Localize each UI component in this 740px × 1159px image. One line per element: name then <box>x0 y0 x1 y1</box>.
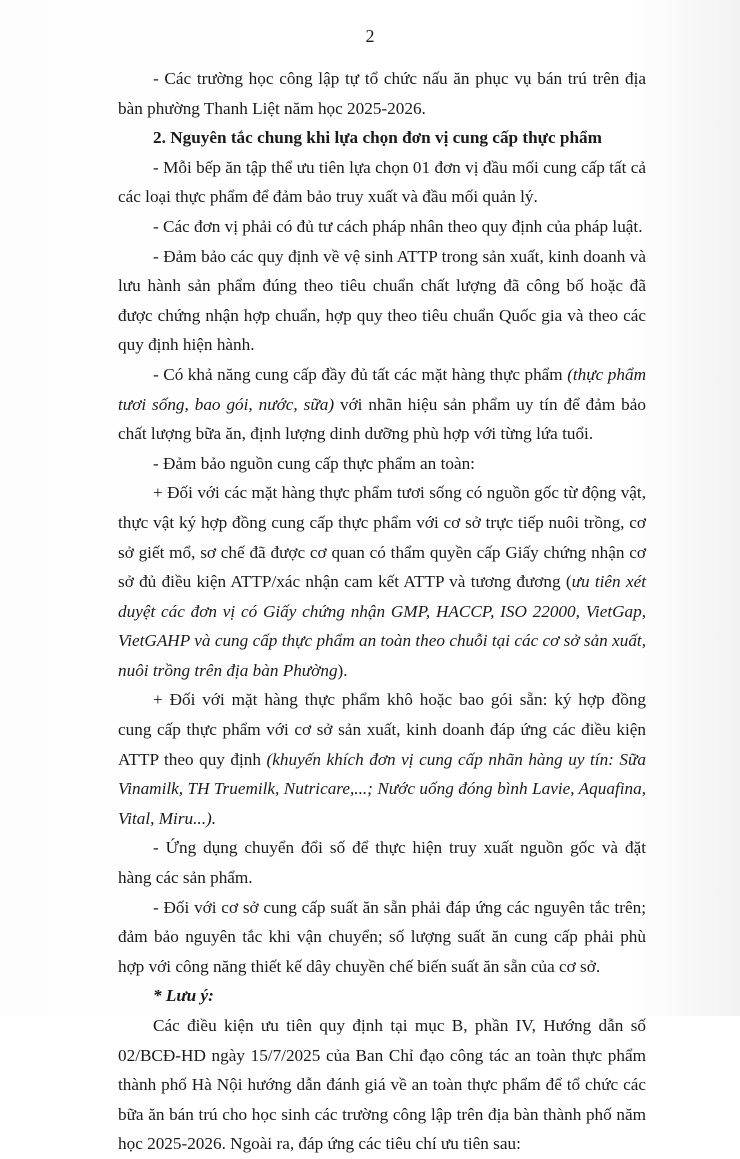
note-label: * Lưu ý: <box>153 986 214 1006</box>
text-run-italic: (thực phẩm tươi sống, bao gói, nước, sữa) <box>118 364 646 414</box>
paragraph-priority-conditions: Các điều kiện ưu tiên quy định tại mục B, phần IV, Hướng dẫn số 02/BCĐ-HD ngày 15/7/2025 của Ban Chỉ đạo công tác an toàn thực phẩm thành phố Hà Nội hướng dẫn đánh giá về an toàn thực phẩm để tổ chức các bữa ăn bán trú cho học sinh các trường công lập trên địa bàn thành phố năm học 2025-2026. Ngoài ra, đáp ứng các tiêu chí ưu tiên sau: <box>118 1016 646 1154</box>
page-number: 2 <box>365 26 375 46</box>
text-run: + Đối với các mặt hàng thực phẩm tươi sống có nguồn gốc từ động vật, thực vật ký hợp đồng cung cấp thực phẩm với cơ sở trực tiếp nuôi trồng, cơ sở giết mổ, sơ chế đã được cơ quan có thẩm quyền cấp Giấy chứng nhận cơ sở đủ điều kiện ATTP/xác nhận cam kết ATTP và tương đương ( <box>118 483 646 592</box>
text-run: với nhãn hiệu sản phẩm uy tín để đảm bảo chất lượng bữa ăn, định lượng dinh dưỡng phù hợp với từng lứa tuổi. <box>118 394 646 444</box>
text-run: - Có khả năng cung cấp đầy đủ tất các mặt hàng thực phẩm <box>153 364 568 384</box>
paragraph-safe-supply: - Đảm bảo nguồn cung cấp thực phẩm an toàn: <box>153 453 475 473</box>
paragraph-public-schools: - Các trường học công lập tự tổ chức nấu ăn phục vụ bán trú trên địa bàn phường Thanh Liệt năm học 2025-2026. <box>118 69 646 118</box>
section-heading-principles: 2. Nguyên tắc chung khi lựa chọn đơn vị cung cấp thực phẩm <box>153 128 602 148</box>
text-run-italic: ưu tiên xét duyệt các đơn vị có Giấy chứng nhận GMP, HACCP, ISO 22000, VietGap, VietGAHP và cung cấp thực phẩm an toàn theo chuỗi tại các cơ sở sản xuất, nuôi trồng trên địa bàn Phường <box>118 572 646 680</box>
paragraph-dry-food <box>118 685 646 833</box>
paragraph-fresh-food <box>118 478 646 685</box>
text-run-italic: (khuyến khích đơn vị cung cấp nhãn hàng uy tín: Sữa Vinamilk, TH Truemilk, Nutricare,...; Nước uống đóng bình Lavie, Aquafina, Vital, Miru...). <box>118 749 646 828</box>
paragraph-food-safety-rules: - Đảm bảo các quy định về vệ sinh ATTP trong sản xuất, kinh doanh và lưu hành sản phẩm đúng theo tiêu chuẩn chất lượng đã công bố hoặc đã được chứng nhận hợp chuẩn, hợp quy theo tiêu chuẩn Quốc gia và theo các quy định hiện hành. <box>118 246 646 355</box>
text-run: ). <box>337 660 348 680</box>
paragraph-supply-capacity <box>118 360 646 449</box>
paragraph-ready-meals: - Đối với cơ sở cung cấp suất ăn sẵn phải đáp ứng các nguyên tắc trên; đảm bảo nguyên tắc khi vận chuyển; số lượng suất ăn cung cấp phải phù hợp với công năng thiết kế dây chuyền chế biến suất ăn sẵn của cơ sở. <box>118 897 646 976</box>
text-run: + Đối với mặt hàng thực phẩm khô hoặc bao gói sẵn: ký hợp đồng cung cấp thực phẩm với cơ sở sản xuất, kinh doanh đáp ứng các điều kiện ATTP theo quy định <box>118 690 646 769</box>
paragraph-legal-entity: - Các đơn vị phải có đủ tư cách pháp nhân theo quy định của pháp luật. <box>153 216 643 236</box>
paragraph-digital-transform: - Ứng dụng chuyển đổi số để thực hiện truy xuất nguồn gốc và đặt hàng các sản phẩm. <box>118 838 646 888</box>
document-body <box>118 64 646 1159</box>
paragraph-single-supplier: - Mỗi bếp ăn tập thể ưu tiên lựa chọn 01 đơn vị đầu mối cung cấp tất cả các loại thực phẩm để đảm bảo truy xuất và đầu mối quản lý. <box>118 157 646 207</box>
